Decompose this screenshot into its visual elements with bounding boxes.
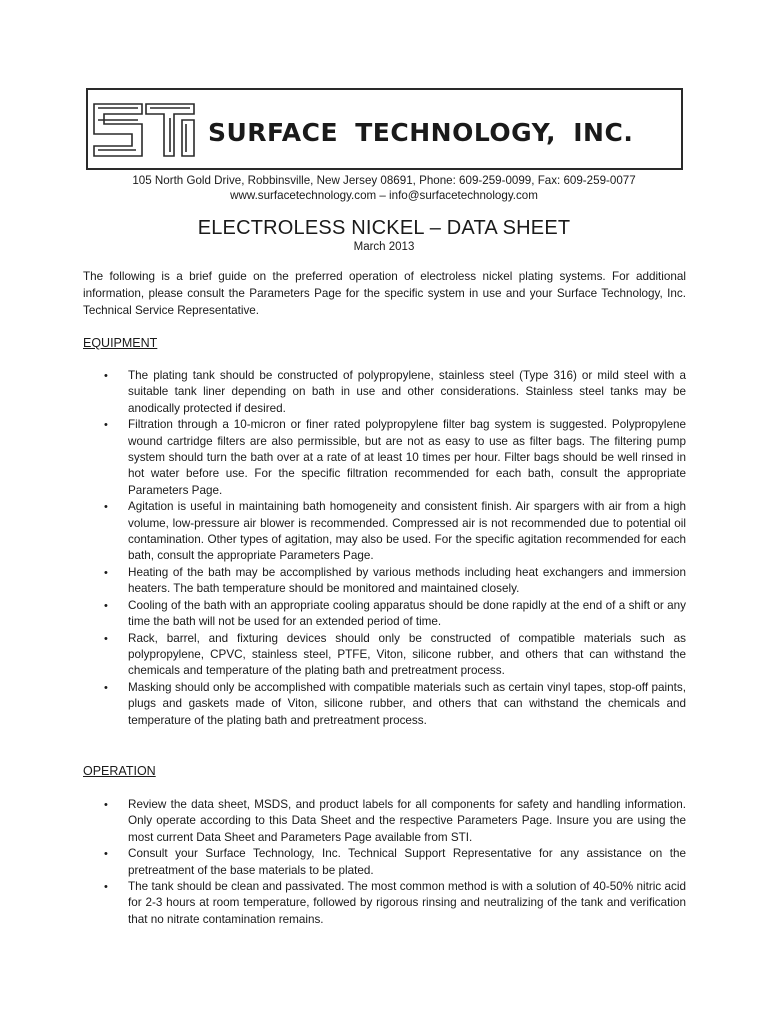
operation-heading: OPERATION <box>83 764 156 778</box>
list-item: • The tank should be clean and passivated. The most common method is with a solution of 40-50% nitric acid for 2-3 hours at room temperature, followed by rigorous rinsing and neutralizing of the tank and verification that no nitrate contamination remains. <box>104 880 686 926</box>
list-item: • Review the data sheet, MSDS, and product labels for all components for safety and handling information. Only operate according to this Data Sheet and the respective Parameters Page. Insure you are using the most current Data Sheet and Parameters Page available from STI. <box>104 798 686 844</box>
company-name: SURFACE TECHNOLOGY, INC. <box>208 118 634 147</box>
equipment-list <box>83 368 686 729</box>
intro-paragraph: The following is a brief guide on the preferred operation of electroless nickel plating systems. For additional information, please consult the Parameters Page for the specific system in use and your Surface Technology, Inc. Technical Service Representative. <box>83 270 686 317</box>
company-logo <box>86 88 683 170</box>
equipment-heading: EQUIPMENT <box>83 336 158 350</box>
bullet-icon: • <box>104 632 108 645</box>
bullet-icon: • <box>104 419 108 432</box>
operation-list <box>83 797 686 928</box>
bullet-icon: • <box>104 881 108 894</box>
list-item: • Heating of the bath may be accomplished by various methods including heat exchangers and immersion heaters. The bath temperature should be monitored and maintained closely. <box>104 565 686 596</box>
bullet-icon: • <box>104 566 108 579</box>
bullet-icon: • <box>104 681 108 694</box>
bullet-icon: • <box>104 848 108 861</box>
list-item: • Filtration through a 10-micron or finer rated polypropylene filter bag system is suggested. Polypropylene wound cartridge filters are also permissible, but are not as easy to use as filter bags. The filtering pump system should turn the bath over at a rate of at least 10 times per hour. Filter bags should be well rinsed in hot water before use. For the specific filtration recommended for each bath, consult the appropriate Parameters Page. <box>104 418 686 497</box>
list-item: • Rack, barrel, and fixturing devices should only be constructed of compatible materials such as polypropylene, CPVC, stainless steel, PTFE, Viton, silicone rubber, and others that can withstand the chemicals and temperature of the plating bath and pretreatment process. <box>104 631 686 678</box>
address-line: 105 North Gold Drive, Robbinsville, New Jersey 08691, Phone: 609-259-0099, Fax: 609-259-0077 <box>132 174 636 187</box>
bullet-icon: • <box>104 799 108 811</box>
bullet-icon: • <box>104 501 108 514</box>
document-title: ELECTROLESS NICKEL – DATA SHEET <box>197 217 571 239</box>
list-item: • Agitation is useful in maintaining bath homogeneity and consistent finish. Air spargers with air from a high volume, low-pressure air blower is recommended. Compressed air is not recommended due to potential oil contamination. Other types of agitation, may also be used. For the specific agitation recommended for each bath, consult the appropriate Parameters Page. <box>104 500 686 563</box>
bullet-icon: • <box>104 599 108 612</box>
document-date: March 2013 <box>353 241 415 253</box>
list-item: • The plating tank should be constructed of polypropylene, stainless steel (Type 316) or mild steel with a suitable tank liner depending on bath in use and other considerations. Stainless steel tanks may be anodically protected if desired. <box>104 369 686 415</box>
company-address <box>0 173 768 203</box>
bullet-icon: • <box>104 370 108 382</box>
web-email-line: www.surfacetechnology.com – info@surfacetechnology.com <box>230 189 538 202</box>
sti-logo-mark <box>90 96 202 164</box>
list-item: • Consult your Surface Technology, Inc. Technical Support Representative for any assistance on the pretreatment of the base materials to be plated. <box>104 847 686 877</box>
list-item: • Masking should only be accomplished with compatible materials such as certain vinyl tapes, stop-off paints, plugs and gaskets made of Viton, silicone rubber, and others that can withstand the chemicals and temperature of the plating bath and pretreatment process. <box>104 680 686 727</box>
list-item: • Cooling of the bath with an appropriate cooling apparatus should be done rapidly at the end of a shift or any time the bath will not be used for an extended period of time. <box>104 598 686 629</box>
